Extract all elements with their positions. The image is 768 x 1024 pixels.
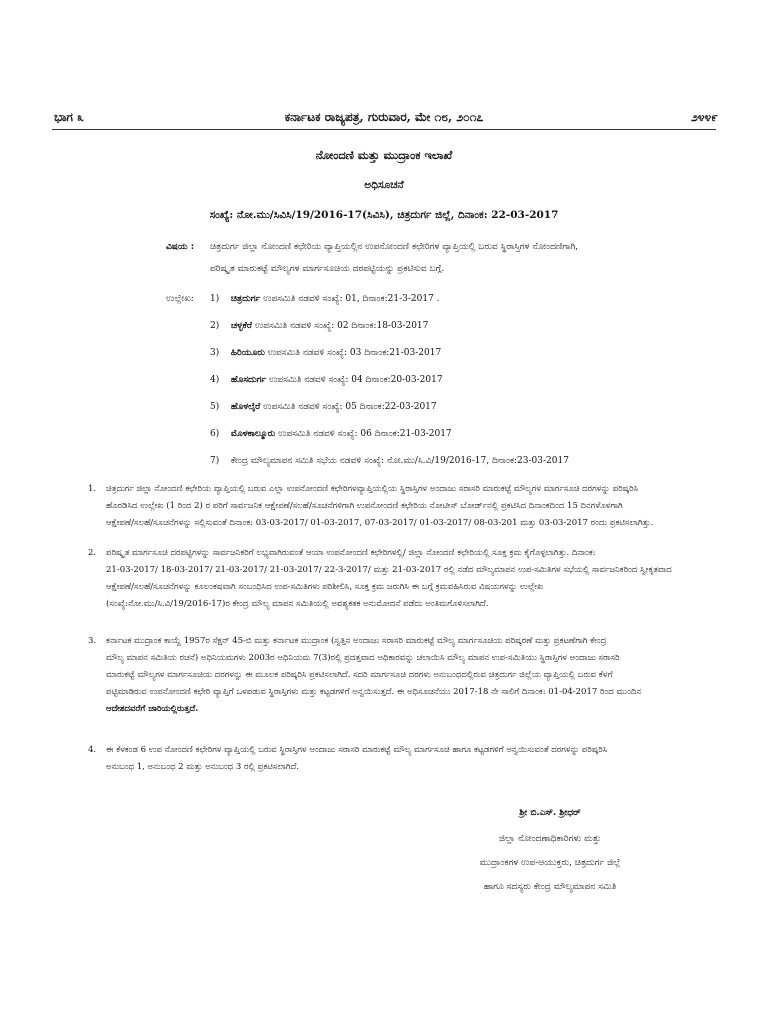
reference-text: ಉಪಸಮಿತಿ ನಡವಳಿ ಸಂಖ್ಯೆ: 04 ದಿನಾಂಕ:20-03-2017 xyxy=(269,375,443,385)
reference-number-label: 5) xyxy=(210,402,220,412)
department-title: ನೋಂದಣಿ ಮತ್ತು ಮುದ್ರಾಂಕ ಇಲಾಖೆ xyxy=(315,148,453,162)
paragraph-line: ಈ ಕೆಳಕಂಡ 6 ಉಪ ನೋಂದಣಿ ಕಛೇರಿಗಳ ವ್ಯಾಪ್ತಿಯಲ್ಲಿ ಬರುವ ಸ್ಥಿರಾಸ್ತಿಗಳ ಅಂದಾಜು ಸರಾಸರಿ ಮಾರುಕಟ್ಟೆ ಮೌಲ್ಯ ಮಾರ್ಗಸೂಚಿ ಹಾಗೂ ಕಟ್ಟಡಗಳಿಗೆ ಅನ್ವಯಿಸುವಂತೆ ದರಗಳನ್ನು ಪರಿಷ್ಕರಿಸಿ xyxy=(106,745,608,755)
paragraph-4 xyxy=(88,742,686,776)
part-number: ಭಾಗ ೩ xyxy=(54,110,84,124)
paragraph-3 xyxy=(88,633,686,718)
reference-place: ಹೊಳಲ್ಕೆರೆ xyxy=(230,402,261,412)
reference-item xyxy=(210,321,428,331)
reference-item xyxy=(210,294,440,304)
reference-item xyxy=(210,456,569,466)
paragraph-line: (ಸಂಖ್ಯೆ:ನೋ.ಮು/ಸಿ.ವಿ/19/2016-17)ರ ಕೇಂದ್ರ ಮೌಲ್ಯ ಮಾಪನ ಸಮಿತಿಯಲ್ಲಿ ಅವಶ್ಯಕತಕ ಅನುಮೋದನೆ ಪಡೆದು ಅಂತಿಮಗೊಳಿಸಲಾಗಿದೆ. xyxy=(106,599,489,609)
paragraph-line: ಆಕ್ಷೇಪಣೆ/ಸಲಹೆ/ಸೂಚನೆಗಳನ್ನು ಕೂಲಂಕಷವಾಗಿ ಸಂಬಂಧಿಸಿದ ಉಪ-ಸಮಿತಿಗಳು ಪರಿಶೀಲಿಸಿ, ಸೂಕ್ತ ಕ್ರಮ ಜರುಗಿಸಿ ಈ ಬಗ್ಗೆ ಕ್ರಮವಹಿಸಿರುವ ವಿಷಯಗಳನ್ನು ಉಲ್ಲೇಖ xyxy=(106,582,544,592)
reference-item xyxy=(210,348,441,358)
paragraph-number: 1. xyxy=(88,484,97,494)
reference-number-label: 6) xyxy=(210,429,220,439)
signatory-designation: ಜಿಲ್ಲಾ ನೋಂದಣಾಧಿಕಾರಿಗಳು ಮತ್ತು xyxy=(498,834,602,844)
subject-label: ವಿಷಯ : xyxy=(166,242,195,252)
paragraph-line: ಆದೇಶದವರೆಗೆ ಜಾರಿಯಲ್ಲಿರುತ್ತದೆ. xyxy=(106,704,199,714)
gazette-header-title: ಕರ್ನಾಟಕ ರಾಜ್ಯಪತ್ರ, ಗುರುವಾರ, ಮೇ ೧೮, ೨೦೧೭ xyxy=(284,110,484,124)
paragraph-2 xyxy=(88,545,686,613)
reference-number-label: 1) xyxy=(210,294,220,304)
paragraph-number: 4. xyxy=(88,745,97,755)
paragraph-line: ಆಕ್ಷೇಪಣೆ/ಸಲಹೆ/ಸೂಚನೆಗಳನ್ನು ಸಲ್ಲಿಸುವಂತೆ ದಿನಾಂಕ: 03-03-2017/ 01-03-2017, 07-03-2017/ 01-03-2017/ 08-03-201 ಮತ್ತು 03-03-2017 ರಂದು ಪ್ರಕಟಿಸಲಾಗಿತ್ತು. xyxy=(106,518,654,528)
reference-number-label: 2) xyxy=(210,321,220,331)
paragraph-line: ಅನುಬಂಧ 1, ಅನುಬಂಧ 2 ಮತ್ತು ಅನುಬಂಧ 3 ರಲ್ಲಿ ಪ್ರಕಟಿಸಲಾಗಿದೆ. xyxy=(106,762,300,772)
reference-item xyxy=(210,402,437,412)
reference-item xyxy=(210,429,452,439)
reference-text: ಉಪಸಮಿತಿ ನಡವಳಿ ಸಂಖ್ಯೆ: 06 ದಿನಾಂಕ:21-03-2017 xyxy=(278,429,452,439)
header-rule xyxy=(52,129,716,130)
paragraph-line: ಪರಿಷ್ಕೃತ ಮಾರ್ಗಸೂಚಿ ದರಪಟ್ಟಿಗಳನ್ನು ಸಾರ್ವಜನಿಕರಿಗೆ ಲಭ್ಯವಾಗಿರುವಂತೆ ಆಯಾ ಉಪನೋಂದಣಿ ಕಛೇರಿಗಳಲ್ಲಿ/ ಜಿಲ್ಲಾ ನೋಂದಣಿ ಕಛೇರಿಯಲ್ಲಿ ಸೂಕ್ತ ಕ್ರಮ ಕೈಗೊಳ್ಳಲಾಗಿತ್ತು. ದಿನಾಂಕ: xyxy=(106,548,596,558)
paragraph-line: ಕರ್ನಾಟಕ ಮುದ್ರಾಂಕ ಕಾಯ್ದೆ 1957ರ ಸೆಕ್ಷನ್ 45-ಬಿ ಮತ್ತು ಕರ್ನಾಟಕ ಮುದ್ರಾಂಕ (ಸ್ವತ್ತಿನ ಅಂದಾಜು ಸರಾಸರಿ ಮಾರುಕಟ್ಟೆ ಮೌಲ್ಯ ಮಾರ್ಗಸೂಚಿಯ ಪರಿಷ್ಕರಣೆ ಮತ್ತು ಪ್ರಕಟಣೆಗಾಗಿ ಕೇಂದ್ರ xyxy=(106,636,607,646)
paragraph-1 xyxy=(88,481,686,532)
reference-place: ಮೊಳಕಾಲ್ಮೂರು xyxy=(230,429,276,439)
paragraph-line: ಮೌಲ್ಯ ಮಾಪನ ಸಮಿತಿಯ ರಚನೆ) ಅಧಿನಿಯಮಗಳು 2003ರ ಅಧಿನಿಯಮ 7(3)ರಲ್ಲಿ ಪ್ರದತ್ತವಾದ ಅಧಿಕಾರವನ್ನು ಚಲಾಯಿಸಿ ಮೌಲ್ಯ ಮಾಪನ ಉಪ-ಸಮಿತಿಯು ಸ್ಥಿರಾಸ್ತಿಗಳ ಅಂದಾಜು ಸರಾಸರಿ xyxy=(106,653,620,663)
page-number: ೨೪೪೯ xyxy=(691,110,718,124)
subject-line: ಚಿತ್ರದುರ್ಗ ಜಿಲ್ಲಾ ನೋಂದಣಿ ಕಛೇರಿಯ ವ್ಯಾಪ್ತಿಯಲ್ಲಿನ ಉಪನೋಂದಣಿ ಕಛೇರಿಗಳ ವ್ಯಾಪ್ತಿಯಲ್ಲಿ ಬರುವ ಸ್ಥಿರಾಸ್ತಿಗಳ ನೋಂದಣಿಗಾಗಿ, xyxy=(210,242,579,252)
paragraph-line: ಪಟ್ಟಿಮಾಡಿರುವ ಉಪನೋಂದಣಿ ಕಛೇರಿ ವ್ಯಾಪ್ತಿಗೆ ಒಳಪಡುವ ಸ್ಥಿರಾಸ್ತಿಗಳು ಮತ್ತು ಕಟ್ಟಡಗಳಿಗೆ ಅನ್ವಯಿಸುತ್ತದೆ. ಈ ಅಧಿಸೂಚನೆಯು 2017-18 ನೇ ಸಾಲಿಗೆ ದಿನಾಂಕ: 01-04-2017 ರಿಂದ ಮುಂದಿನ xyxy=(106,687,642,697)
signatory-name: ಶ್ರೀ ಬಿ.ಎಸ್. ಶ್ರೀಧರ್ xyxy=(519,808,581,818)
reference-item xyxy=(210,375,443,385)
reference-text: ಉಪಸಮಿತಿ ನಡವಳಿ ಸಂಖ್ಯೆ: 02 ದಿನಾಂಕ:18-03-2017 xyxy=(254,321,429,331)
reference-place: ಚಿತ್ರದುರ್ಗ xyxy=(230,294,261,304)
reference-text: ಉಪಸಮಿತಿ ನಡವಳಿ ಸಂಖ್ಯೆ: 03 ದಿನಾಂಕ:21-03-2017 xyxy=(267,348,442,358)
reference-number-label: 4) xyxy=(210,375,220,385)
paragraph-line: ಮಾರುಕಟ್ಟೆ ಮೌಲ್ಯಗಳ ಮಾರ್ಗಸೂಚಿಯ ದರಗಳನ್ನು ಈ ಮೂಲಕ ಪರಿಷ್ಕರಿಸಿ ಪ್ರಕಟಿಸಲಾಗಿದೆ. ಸದರಿ ಮಾರ್ಗಸೂಚಿ ದರಗಳು ಅನುಬಂಧದಲ್ಲಿರುವ ಚಿತ್ರದುರ್ಗ ಜಿಲ್ಲೆಯ ವ್ಯಾಪ್ತಿಯಲ್ಲಿ ಬರುವ ಕೆಳಗೆ xyxy=(106,670,613,680)
reference-text: ಉಪಸಮಿತಿ ನಡವಳಿ ಸಂಖ್ಯೆ: 05 ದಿನಾಂಕ:22-03-2017 xyxy=(263,402,437,412)
reference-place: ಹೊಸದುರ್ಗ xyxy=(230,375,267,385)
subject-line: ಪರಿಷ್ಕೃತ ಮಾರುಕಟ್ಟೆ ಮೌಲ್ಯಗಳ ಮಾರ್ಗಸೂಚಿಯ ದರಪಟ್ಟಿಯನ್ನು ಪ್ರಕಟಿಸುವ ಬಗ್ಗೆ. xyxy=(210,264,445,274)
paragraph-number: 2. xyxy=(88,548,97,558)
signatory-designation: ಮುದ್ರಾಂಕಗಳ ಉಪ-ಆಯುಕ್ತರು, ಚಿತ್ರದುರ್ಗ ಜಿಲ್ಲೆ xyxy=(479,858,621,868)
paragraph-line: ಹೊರಡಿಸಿದ ಉಲ್ಲೇಖ (1 ರಿಂದ 2) ರ ಪರಿಗೆ ಸಾರ್ವಜನಿಕ ಆಕ್ಷೇಪಣೆ/ಸಲಹೆ/ಸೂಚನೆಗಳಿಗಾಗಿ ಉಪನೋಂದಣಿ ಕಛೇರಿಯ ನೋಟೀಸ್ ಬೋರ್ಡ್‌ನಲ್ಲಿ ಪ್ರಕಟಿಸಿದ ದಿನಾಂಕದಿಂದ 15 ದಿನಗಳೊಳಗಾಗಿ xyxy=(106,501,623,511)
paragraph-number: 3. xyxy=(88,636,97,646)
reference-number-label: 7) xyxy=(210,456,220,466)
signatory-designation: ಹಾಗೂ ಸದಸ್ಯರು ಕೇಂದ್ರ ಮೌಲ್ಯಮಾಪನ ಸಮಿತಿ xyxy=(483,882,617,892)
reference-text: ಉಪಸಮಿತಿ ನಡವಳಿ ಸಂಖ್ಯೆ: 01, ದಿನಾಂಕ:21-3-2017 . xyxy=(263,294,440,304)
reference-number: ಸಂಖ್ಯೆ: ನೋ.ಮು/ಸಿವಿಸಿ/19/2016-17(ಸಿವಿಸಿ), ಚಿತ್ರದುರ್ಗ ಜಿಲ್ಲೆ, ದಿನಾಂಕ: 22-03-2017 xyxy=(209,209,559,221)
reference-number-label: 3) xyxy=(210,348,220,358)
notification-title: ಅಧಿಸೂಚನೆ xyxy=(364,179,404,191)
references-label: ಉಲ್ಲೇಖ: xyxy=(166,294,194,304)
reference-place: ಚಳ್ಳಕೆರೆ xyxy=(230,321,253,331)
reference-place: ಹಿರಿಯೂರು xyxy=(230,348,265,358)
reference-text: ಕೇಂದ್ರ ಮೌಲ್ಯಮಾಪನ ಸಮಿತಿ ಸಭೆಯ ನಡವಳಿ ಸಂಖ್ಯೆ: ನೋ.ಮು/ಸಿ.ವಿ/19/2016-17, ದಿನಾಂಕ:23-03-2017 xyxy=(230,456,569,466)
paragraph-line: ಚಿತ್ರದುರ್ಗ ಜಿಲ್ಲಾ ನೋಂದಣಿ ಕಛೇರಿಯ ವ್ಯಾಪ್ತಿಯಲ್ಲಿ ಬರುವ ಎಲ್ಲಾ ಉಪನೋಂದಣಿ ಕಛೇರಿಗಳವ್ಯಾಪ್ತಿಯಲ್ಲಿಯ ಸ್ಥಿರಾಸ್ತಿಗಳ ಅಂದಾಜು ಸರಾಸರಿ ಮಾರುಕಟ್ಟೆ ಮೌಲ್ಯಗಳ ಮಾರ್ಗಸೂಚಿ ದರಗಳನ್ನು ಪರಿಷ್ಕರಿಸಿ xyxy=(106,484,639,494)
paragraph-line: 21-03-2017/ 18-03-2017/ 21-03-2017/ 21-03-2017/ 22-3-2017/ ಮತ್ತು 21-03-2017 ರಲ್ಲಿ ನಡೆದ ಮೌಲ್ಯಮಾಪನ ಉಪ-ಸಮಿತಿಗಳ ಸಭೆಯಲ್ಲಿ ಸಾರ್ವಜನಿಕರಿಂದ ಸ್ವೀಕೃತವಾದ xyxy=(106,565,672,575)
